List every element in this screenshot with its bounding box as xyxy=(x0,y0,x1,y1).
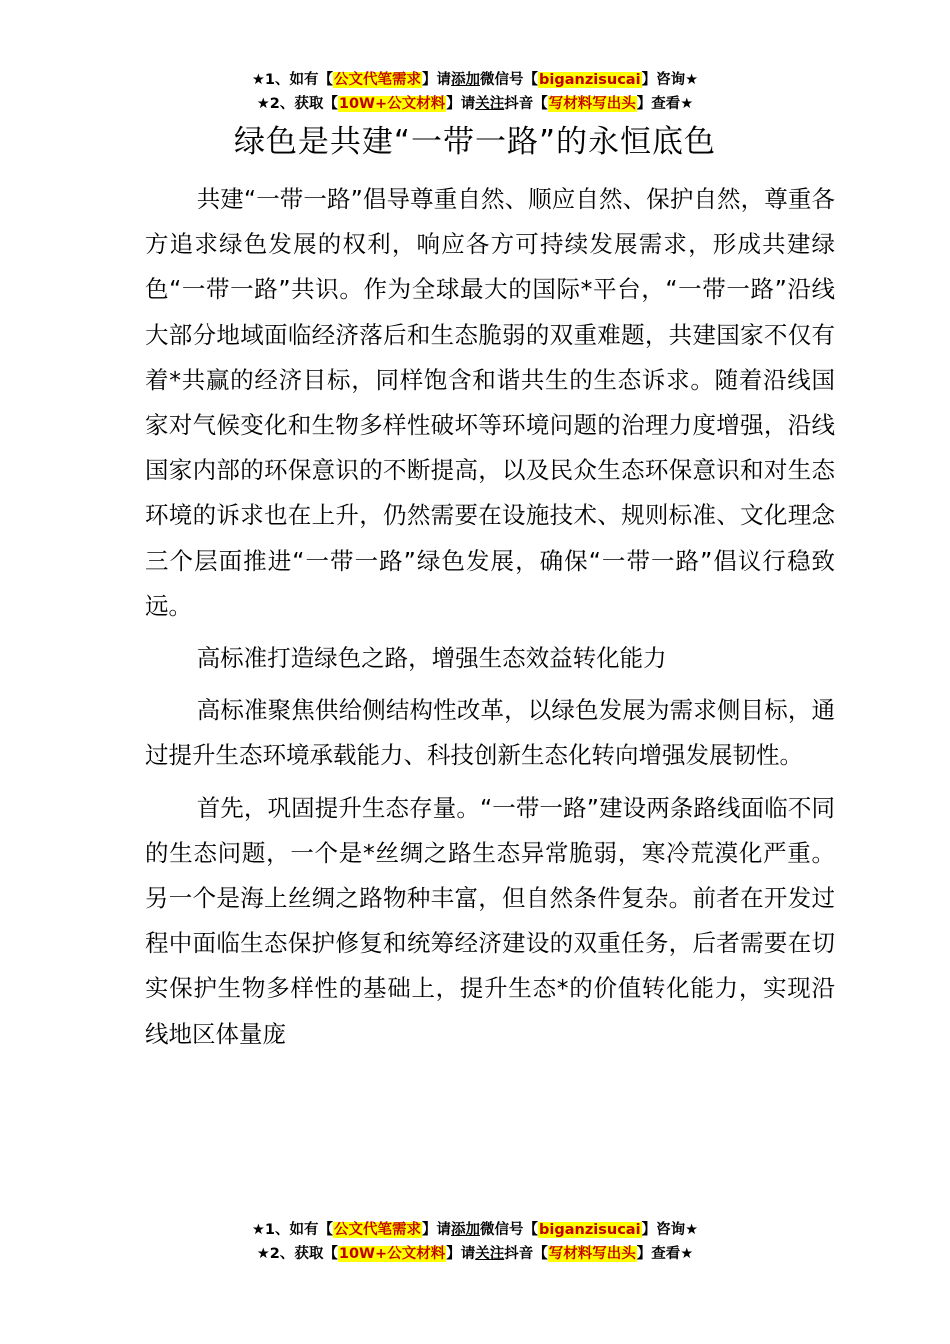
highlight-service: 公文代笔需求 xyxy=(334,72,422,88)
highlight-materials: 10W+公文材料 xyxy=(338,1246,446,1262)
highlight-service: 公文代笔需求 xyxy=(334,1222,422,1238)
section-heading: 高标准打造绿色之路，增强生态效益转化能力 xyxy=(196,644,667,673)
underlined-add: 添加 xyxy=(451,72,481,88)
highlight-wechat-id: biganzisucai xyxy=(539,1222,641,1238)
underlined-add: 添加 xyxy=(451,1222,481,1238)
header-banner xyxy=(0,68,950,116)
banner-line-1: ★1、如有【公文代笔需求】请添加微信号【biganzisucai】咨询★ xyxy=(251,1222,699,1238)
footer-banner xyxy=(0,1218,950,1266)
highlight-wechat-id: biganzisucai xyxy=(539,72,641,88)
underlined-follow: 关注 xyxy=(475,1246,505,1262)
document-body xyxy=(145,177,835,1064)
highlight-douyin-account: 写材料写出头 xyxy=(548,96,636,112)
paragraph: 首先，巩固提升生态存量。“一带一路”建设两条路线面临不同的生态问题，一个是*丝绸之路生态异常脆弱，寒冷荒漠化严重。另一个是海上丝绸之路物种丰富，但自然条件复杂。前者在开发过程中面临生态保护修复和统筹经济建设的双重任务，后者需要在切实保护生物多样性的基础上，提升生态*的价值转化能力，实现沿线地区体量庞 xyxy=(145,793,835,1048)
paragraph: 共建“一带一路”倡导尊重自然、顺应自然、保护自然，尊重各方追求绿色发展的权利，响应各方可持续发展需求，形成共建绿色“一带一路”共识。作为全球最大的国际*平台，“一带一路”沿线大部分地域面临经济落后和生态脆弱的双重难题，共建国家不仅有着*共赢的经济目标，同样饱含和谐共生的生态诉求。随着沿线国家对气候变化和生物多样性破坏等环境问题的治理力度增强，沿线国家内部的环保意识的不断提高，以及民众生态环保意识和对生态环境的诉求也在上升，仍然需要在设施技术、规则标准、文化理念三个层面推进“一带一路”绿色发展，确保“一带一路”倡议行稳致远。 xyxy=(145,185,835,620)
highlight-douyin-account: 写材料写出头 xyxy=(548,1246,636,1262)
underlined-follow: 关注 xyxy=(475,96,505,112)
banner-line-2: ★2、获取【10W+公文材料】请关注抖音【写材料写出头】查看★ xyxy=(256,96,694,112)
document-title: 绿色是共建“一带一路”的永恒底色 xyxy=(233,124,717,160)
paragraph: 高标准聚焦供给侧结构性改革，以绿色发展为需求侧目标，通过提升生态环境承载能力、科技创新生态化转向增强发展韧性。 xyxy=(145,696,835,770)
banner-line-2: ★2、获取【10W+公文材料】请关注抖音【写材料写出头】查看★ xyxy=(256,1246,694,1262)
banner-line-1: ★1、如有【公文代笔需求】请添加微信号【biganzisucai】咨询★ xyxy=(251,72,699,88)
highlight-materials: 10W+公文材料 xyxy=(338,96,446,112)
